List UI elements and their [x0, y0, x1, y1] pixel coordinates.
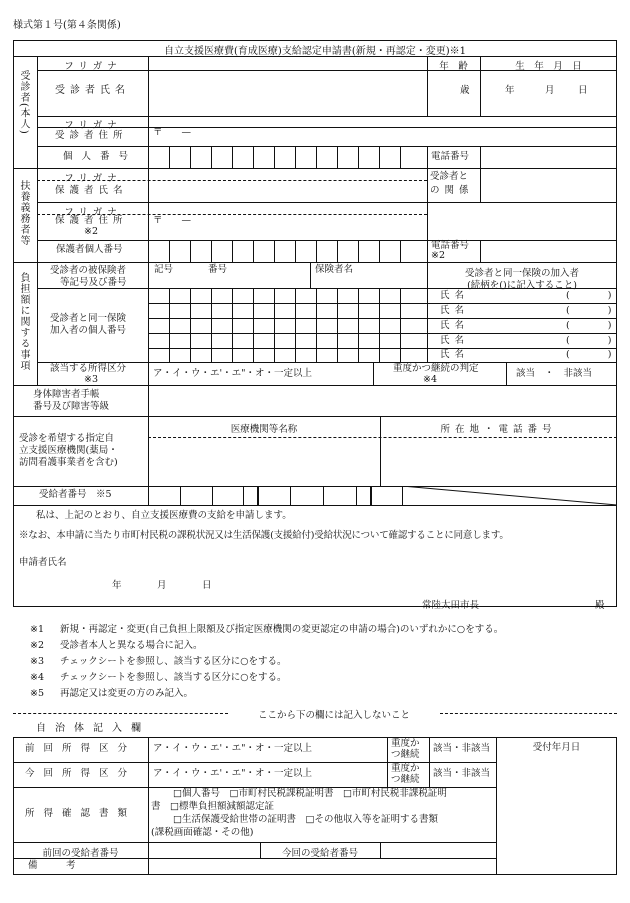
- dob-month-unit: 月: [545, 85, 555, 96]
- docs-line-3[interactable]: □生活保護受給世帯の証明書 □その他収入等を証明する書類: [173, 814, 438, 825]
- member-label-1: 受診者と同一保険: [50, 313, 127, 324]
- recipient-label: 受給者番号 ※5: [39, 489, 112, 500]
- patient-mynumber-label: 個人番号: [63, 151, 138, 162]
- date-day-unit: 日: [202, 580, 212, 591]
- number-label: 番号: [208, 264, 228, 275]
- insured-label-2: 等記号及び番号: [60, 277, 127, 288]
- facility-label-2: 立支援医療機関(薬局・: [19, 445, 118, 456]
- same-ins-label-2: (続柄を()に記入すること): [467, 280, 577, 291]
- member-name-5: 氏名: [440, 349, 470, 360]
- insured-label-1: 受診者の被保険者: [50, 265, 127, 276]
- burden-group-label: 負担額に関する事項: [18, 272, 29, 371]
- member-paren-2: ( ): [566, 305, 612, 316]
- curr-recipient-label: 今回の受給者番号: [281, 848, 358, 859]
- severe-options[interactable]: 該当 ・ 非該当: [516, 368, 593, 379]
- received-date-label: 受付年月日: [532, 742, 581, 753]
- member-paren-5: ( ): [566, 349, 612, 360]
- docs-line-4[interactable]: (課税画面確認・その他): [151, 827, 254, 838]
- note-mark-5: ※5: [30, 688, 45, 699]
- note-mark-4: ※4: [30, 672, 45, 683]
- member-paren-1: ( ): [566, 290, 612, 301]
- disability-label-1: 身体障害者手帳: [33, 389, 100, 400]
- member-name-1: 氏名: [440, 290, 470, 301]
- member-paren-4: ( ): [566, 335, 612, 346]
- note-mark-3: ※3: [30, 656, 45, 667]
- member-name-3: 氏名: [440, 320, 470, 331]
- docs-label: 所得確認書類: [25, 808, 137, 819]
- dob-day-unit: 日: [578, 85, 588, 96]
- guardian-furigana2-label: フリガナ: [64, 207, 122, 218]
- dob-label: 生 年 月 日: [515, 61, 582, 72]
- prev-recipient-label: 前回の受給者番号: [42, 848, 119, 859]
- guardian-furigana-label: フリガナ: [64, 173, 122, 184]
- patient-name-field[interactable]: [149, 71, 426, 116]
- guardian-postal-mark: 〒 —: [153, 215, 192, 226]
- facility-label-1: 受診を希望する指定自: [19, 433, 115, 444]
- relation-label-2: の関係: [430, 185, 474, 196]
- curr-income-options[interactable]: ア・イ・ウ・エ'・エ"・オ・一定以上: [153, 768, 312, 779]
- note-text-1: 新規・再認定・変更(自己負担上限額及び指定医療機関の変更認定の申請の場合)のいずれかに○をする。: [60, 624, 504, 635]
- patient-address-label: 受診者住所: [55, 130, 128, 141]
- note-mark-1: ※1: [30, 624, 45, 635]
- patient-furigana-label: フリガナ: [64, 61, 122, 72]
- curr-income-label: 今回所得区分: [25, 768, 137, 779]
- prev-income-label: 前回所得区分: [25, 743, 137, 754]
- form-title: 自立支援医療費(育成医療)支給認定申請書(新規・再認定・変更)※1: [164, 46, 466, 57]
- form-number: 様式第１号(第４条関係): [13, 20, 121, 31]
- facility-name-header: 医療機関等名称: [230, 424, 298, 435]
- note-text-4: チェックシートを参照し、該当する区分に○をする。: [60, 672, 287, 683]
- cut-line-text: ここから下の欄には記入しないこと: [257, 710, 410, 721]
- prev-income-options[interactable]: ア・イ・ウ・エ'・エ"・オ・一定以上: [153, 743, 312, 754]
- member-paren-3: ( ): [566, 320, 612, 331]
- insurer-label: 保険者名: [315, 264, 354, 275]
- curr-severe-1: 重度か: [391, 763, 420, 774]
- income-options[interactable]: ア・イ・ウ・エ'・エ"・オ・一定以上: [153, 368, 312, 379]
- applicant-label: 申請者氏名: [19, 557, 67, 568]
- docs-line-2[interactable]: 書 □標準負担額減額認定証: [151, 801, 274, 812]
- patient-postal-mark: 〒 —: [153, 127, 192, 138]
- curr-severe-2: つ継続: [391, 774, 420, 785]
- municipal-title: 自治体記入欄: [36, 723, 150, 734]
- income-label: 該当する所得区分: [50, 363, 127, 374]
- docs-line-1[interactable]: □個人番号 □市町村民税課税証明書 □市町村民税非課税証明: [173, 788, 447, 799]
- symbol-label: 記号: [154, 264, 174, 275]
- patient-name-label: 受診者氏名: [55, 85, 130, 96]
- note-mark-2: ※2: [30, 640, 45, 651]
- dob-year-unit: 年: [505, 85, 515, 96]
- date-year-unit: 年: [112, 580, 122, 591]
- age-unit: 歳: [460, 85, 470, 96]
- member-label-2: 加入者の個人番号: [50, 325, 127, 336]
- facility-label-3: 訪問看護事業者を含む): [19, 457, 118, 468]
- mayor-name: 常陸太田市長: [422, 600, 480, 611]
- severe-label: 重度かつ継続の判定: [393, 363, 479, 374]
- guardian-address-label: 保護者住所: [55, 215, 128, 226]
- prev-severe-1: 重度か: [391, 738, 420, 749]
- relation-label-1: 受診者と: [430, 171, 469, 182]
- guardian-mynumber-label: 保護者個人番号: [56, 244, 123, 255]
- note-text-5: 再認定又は変更の方のみ記入。: [60, 688, 194, 699]
- recipient-diagonal: [402, 486, 617, 505]
- honorific: 殿: [595, 600, 605, 611]
- disability-label-2: 番号及び障害等級: [33, 401, 110, 412]
- date-month-unit: 月: [157, 580, 167, 591]
- guardian-phone-label: 電話番号: [431, 240, 470, 251]
- age-label: 年 齢: [439, 61, 468, 72]
- guardian-group-label: 扶養義務者等: [18, 180, 29, 246]
- guardian-name-label: 保護者氏名: [55, 185, 128, 196]
- prev-severe-2: つ継続: [391, 749, 420, 760]
- member-name-2: 氏名: [440, 305, 470, 316]
- remarks-label: 備 考: [28, 860, 76, 871]
- severe-note: ※4: [423, 374, 438, 385]
- income-note: ※3: [84, 374, 99, 385]
- curr-severe-options[interactable]: 該当・非該当: [433, 768, 491, 779]
- member-name-4: 氏名: [440, 335, 470, 346]
- patient-furigana2-label: フリガナ: [64, 120, 122, 131]
- patient-group-label: 受診者(本人): [18, 70, 29, 135]
- prev-severe-options[interactable]: 該当・非該当: [433, 743, 491, 754]
- note-text-2: 受診者本人と異なる場合に記入。: [60, 640, 203, 651]
- same-ins-label-1: 受診者と同一保険の加入者: [464, 268, 579, 279]
- declaration-1: 私は、上記のとおり、自立支援医療費の支給を申請します。: [36, 510, 292, 521]
- facility-addr-header: 所在地・電話番号: [440, 424, 557, 435]
- guardian-address-note: ※2: [84, 226, 99, 237]
- patient-phone-label: 電話番号: [431, 151, 470, 162]
- note-text-3: チェックシートを参照し、該当する区分に○をする。: [60, 656, 287, 667]
- declaration-2: ※なお、本申請に当たり市町村民税の課税状況又は生活保護(支援給付)受給状況について確認することに同意します。: [19, 530, 509, 541]
- guardian-phone-note: ※2: [431, 250, 446, 261]
